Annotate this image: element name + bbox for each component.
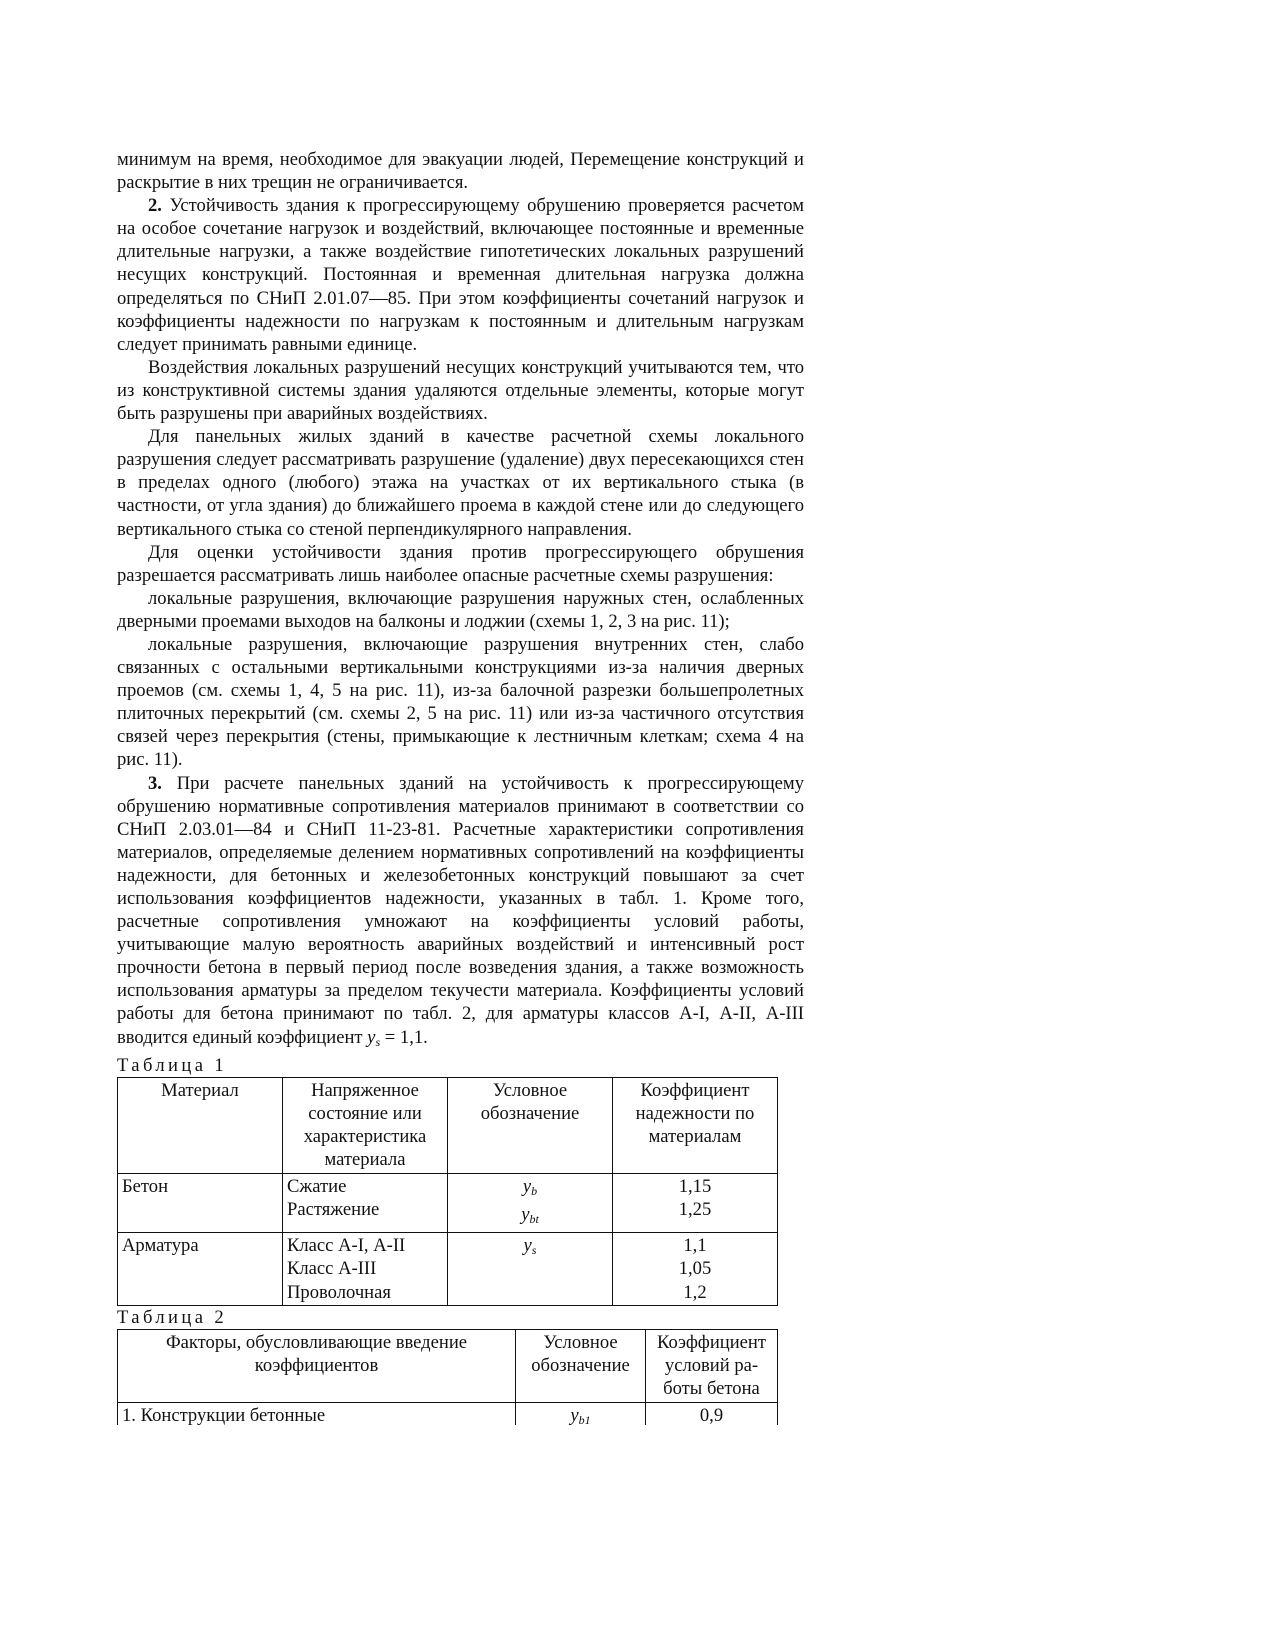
state-cell: Класс А-I, А-II Класс А-III Проволочная [283,1233,448,1305]
table-1-caption: Таблица 1 [117,1054,228,1076]
paragraph: локальные разрушения, включающие разрушения наружных стен, ослабленных дверными проемами выходов на балконы и лоджии (схемы 1, 2, 3 на рис. 11); [117,587,804,632]
paragraph: Воздействия локальных разрушений несущих конструкций учитываются тем, что из конструктивной системы здания удаляются отдельные элементы, которые могут быть разрушены при аварийных воздействиях. [117,356,804,425]
table-2-caption: Таблица 2 [117,1306,228,1328]
page-content [117,148,804,1425]
paragraph: Для панельных жилых зданий в качестве расчетной схемы локального разрушения следует рассматривать разрушение (удаление) двух пересекающихся стен в пределах одного (любого) этажа на участках от их вертикального стыка (в частности, от угла здания) до ближайшего проема в каждой стене или до следующего вертикального стыка со стеной перпендикулярного направления. [117,426,804,540]
value-cell: 1,1 1,05 1,2 [613,1233,778,1305]
value-cell: 1,15 1,25 [613,1174,778,1233]
symbol-cell: $y_{b1}$ [516,1402,646,1424]
material-cell: Арматура [118,1233,283,1305]
table-1 [117,1077,778,1306]
state-cell: Сжатие Растяжение [283,1174,448,1233]
factor-cell: 1. Конструкции бетонные [118,1402,516,1424]
table-header-cell: Факторы, обусловливающие введение коэффициентов [118,1329,516,1402]
symbol-cell: $y_s$ [448,1233,613,1305]
paragraph-number: 3. [148,772,162,794]
paragraph: локальные разрушения, включающие разрушения внутренних стен, слабо связанных с остальными вертикальными конструкциями из-за наличия дверных проемов (см. схемы 1, 4, 5 на рис. 11), из-за балочной разрезки большепролетных плиточных перекрытий (см. схемы 2, 5 на рис. 11) или из-за частичного отсутствия связей через перекрытия (стены, примыкающие к лестничным клеткам; схема 4 на рис. 11). [117,633,804,771]
table-header-cell: Условное обозначение [448,1077,613,1173]
table-2-clip [117,1329,804,1425]
paragraph-3: 3. При расчете панельных зданий на устойчивость к прогрессирующему обрушению нормативные сопротивления материалов принимают в соответствии со СНиП 2.03.01—84 и СНиП 11-23-81. Расчетные характеристики сопротивления материалов, определяемые делением нормативных сопротивлений на коэффициенты надежности, для бетонных и железобетонных конструкций повышают за счет использования коэффициентов надежности, указанных в табл. 1. Кроме того, расчетные сопротивления умножают на коэффициенты условий работы, учитывающие малую вероятность аварийных воздействий и интенсивный рост прочности бетона в первый период после возведения здания, а также возможность использования арматуры за пределом текучести материала. Коэффициенты условий работы для бетона принимают по табл. 2, для арматуры классов А-I, А-II, А-III вводится единый коэффициент $y_s = 1,1$. [117,772,804,1049]
table-header-row [118,1329,778,1402]
paragraph: минимум на время, необходимое для эвакуации людей, Перемещение конструкций и раскрытие в них трещин не ограничивается. [117,149,804,194]
table-row [118,1402,778,1424]
table-header-cell: Материал [118,1077,283,1173]
table-row [118,1174,778,1233]
table-header-cell: Коэффициент надежности по материалам [613,1077,778,1173]
material-cell: Бетон [118,1174,283,1233]
paragraph: 2. Устойчивость здания к прогрессирующему обрушению проверяется расчетом на особое сочетание нагрузок и воздействий, включающее постоянные и временные длительные нагрузки, а также воздействие гипотетических локальных разрушений несущих конструкций. Постоянная и временная длительная нагрузка должна определяться по СНиП 2.01.07—85. При этом коэффициенты сочетаний нагрузок и коэффициенты надежности по нагрузкам к постоянным и длительным нагрузкам следует принимать равными единице. [117,195,804,355]
table-header-cell: Коэффициент условий ра-боты бетона [646,1329,778,1402]
table-header-cell: Условное обозначение [516,1329,646,1402]
value-cell: 0,9 [646,1402,778,1424]
table-header-row [118,1077,778,1173]
body-text [117,148,804,772]
symbol-cell: $y_b$ $y_{bt}$ [448,1174,613,1233]
coefficient-symbol: y [367,1026,376,1048]
paragraph: Для оценки устойчивости здания против прогрессирующего обрушения разрешается рассматривать лишь наиболее опасные расчетные схемы разрушения: [117,541,804,586]
paragraph-number: 2. [148,195,162,217]
table-row [118,1233,778,1305]
table-2 [117,1329,778,1425]
table-header-cell: Напряженное состояние или характеристика материала [283,1077,448,1173]
